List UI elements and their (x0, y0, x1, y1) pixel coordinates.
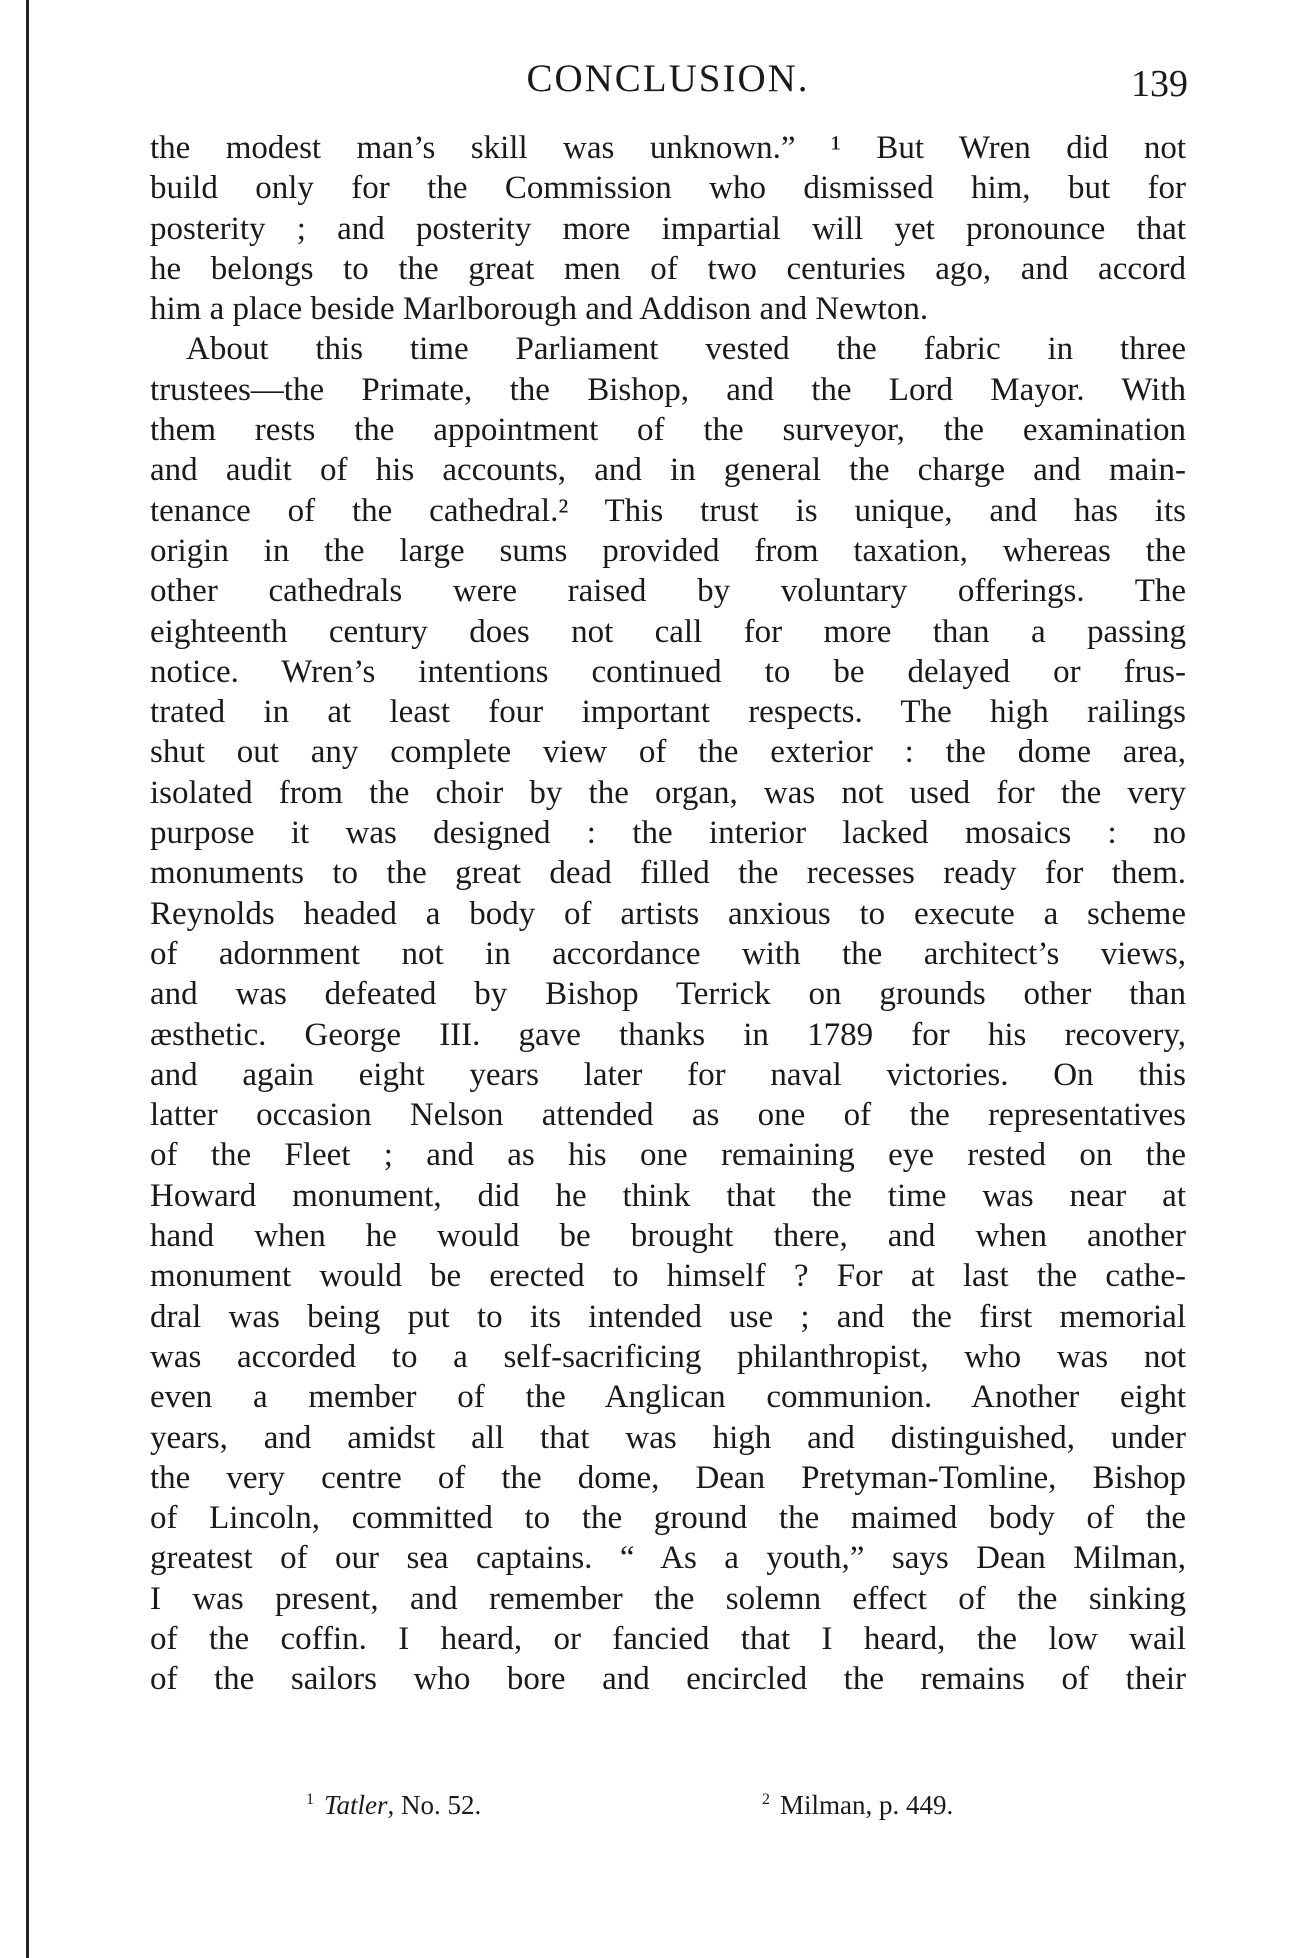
text-line: I was present, and remember the solemn effect of the sinking (150, 1580, 1186, 1617)
footnote-marker: 1 (306, 1791, 314, 1808)
text-line: he belongs to the great men of two centuries ago, and accord (150, 250, 1186, 287)
text-line: shut out any complete view of the exterior : the dome area, (150, 734, 1186, 771)
page-binding-edge (26, 0, 29, 1958)
footnote-source-title: Tatler (324, 1790, 388, 1820)
running-head: CONCLUSION. (526, 57, 810, 100)
footnote-2 (762, 1790, 953, 1821)
page-number: 139 (1131, 63, 1188, 105)
text-line: and was defeated by Bishop Terrick on grounds other than (150, 976, 1186, 1013)
text-line: years, and amidst all that was high and distinguished, under (150, 1419, 1186, 1456)
text-line: trated in at least four important respects. The high railings (150, 694, 1186, 731)
text-line: of the coffin. I heard, or fancied that I heard, the low wail (150, 1620, 1186, 1657)
text-line: latter occasion Nelson attended as one of the representatives (150, 1097, 1186, 1134)
footnote-1 (306, 1790, 481, 1821)
text-line: and again eight years later for naval victories. On this (150, 1056, 1186, 1093)
text-line: the modest man’s skill was unknown.” ¹ But Wren did not (150, 130, 1186, 166)
text-line: them rests the appointment of the surveyor, the examination (150, 412, 1186, 449)
text-line: of adornment not in accordance with the architect’s views, (150, 935, 1186, 972)
text-line: greatest of our sea captains. “ As a youth,” says Dean Milman, (150, 1540, 1186, 1577)
text-line: eighteenth century does not call for more than a passing (150, 613, 1186, 650)
text-line: hand when he would be brought there, and when another (150, 1218, 1186, 1255)
footnote-marker: 2 (762, 1791, 770, 1808)
text-line: even a member of the Anglican communion. Another eight (150, 1379, 1186, 1416)
text-line: Reynolds headed a body of artists anxious to execute a scheme (150, 895, 1186, 932)
text-line: isolated from the choir by the organ, was not used for the very (150, 774, 1186, 811)
body-text (150, 128, 1186, 1700)
text-line: notice. Wren’s intentions continued to be delayed or frus- (150, 653, 1186, 690)
text-line: trustees—the Primate, the Bishop, and the Lord Mayor. With (150, 371, 1186, 408)
text-line: purpose it was designed : the interior lacked mosaics : no (150, 815, 1186, 852)
text-line: æsthetic. George III. gave thanks in 1789 for his recovery, (150, 1016, 1186, 1053)
text-line: the very centre of the dome, Dean Pretyman-Tomline, Bishop (150, 1459, 1186, 1496)
page-header (148, 56, 1188, 106)
text-line: and audit of his accounts, and in general the charge and main- (150, 452, 1186, 489)
paragraph-start-line: About this time Parliament vested the fabric in three (186, 331, 1186, 368)
text-line: other cathedrals were raised by voluntary offerings. The (150, 573, 1186, 610)
text-line: tenance of the cathedral.² This trust is unique, and has its (150, 492, 1186, 529)
text-line: of the sailors who bore and encircled the remains of their (150, 1661, 1186, 1698)
text-line: him a place beside Marlborough and Addison and Newton. (150, 291, 929, 328)
footnote-text: Milman, p. 449. (780, 1790, 954, 1820)
text-line: origin in the large sums provided from taxation, whereas the (150, 532, 1186, 569)
text-line: of Lincoln, committed to the ground the maimed body of the (150, 1500, 1186, 1537)
text-line: monuments to the great dead filled the recesses ready for them. (150, 855, 1186, 892)
text-line: monument would be erected to himself ? For at last the cathe- (150, 1258, 1186, 1295)
text-line: of the Fleet ; and as his one remaining eye rested on the (150, 1137, 1186, 1174)
text-line: Howard monument, did he think that the time was near at (150, 1177, 1186, 1214)
text-line: dral was being put to its intended use ; and the first memorial (150, 1298, 1186, 1335)
footnote-detail: , No. 52. (387, 1790, 482, 1820)
text-line: build only for the Commission who dismissed him, but for (150, 170, 1186, 207)
text-line: was accorded to a self-sacrificing philanthropist, who was not (150, 1338, 1186, 1375)
text-line: posterity ; and posterity more impartial will yet pronounce that (150, 210, 1186, 247)
